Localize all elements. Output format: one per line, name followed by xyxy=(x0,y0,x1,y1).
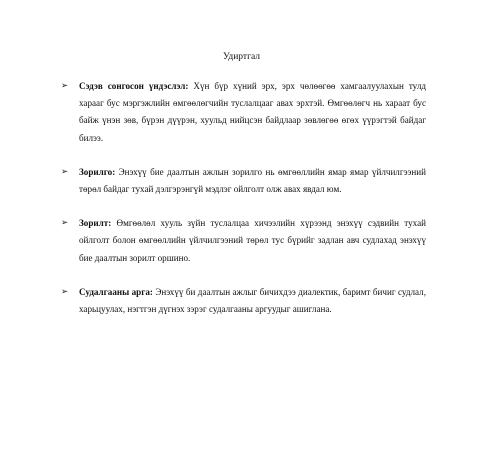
arrow-bullet-icon: ➢ xyxy=(61,81,69,91)
section-body: Хүн бүр хүний эрх, эрх чөлөөгөө хамгаалуулахын тулд харааг бус мэргэжлийн өмгөөлөгчийн туслалцааг авах эрхтэй. Өмгөөлөгч нь хараат бус байж үнэн зөв, бүрэн дүүрэн, хуульд нийцсэн байдлаар зөвлөгөө өгөх үүрэгтэй байдаг билээ. xyxy=(79,81,426,143)
section-body: Өмгөөлөл хууль зүйн туслалцаа хичээлийн хүрээнд энэхүү сэдвийн тухай ойлголт болон өмгөөллийн үйлчилгээний төрөл тус бүрийг задлан авч судлахад энэхүү бие даалтын зорилт оршино. xyxy=(79,218,426,263)
section-method xyxy=(60,284,426,318)
section-rationale xyxy=(60,78,426,147)
section-heading: Сэдэв сонгосон үндэслэл: xyxy=(79,81,189,91)
section-heading: Судалгааны арга: xyxy=(79,286,153,297)
section-body: Энэхүү би даалтын ажлыг бичихдээ диалектик, баримт бичиг судлал, харьцуулах, нэгтгэн дүгнэх зэрэг судалгааны аргуудыг ашиглана. xyxy=(79,286,426,315)
section-goal xyxy=(60,164,426,198)
section-heading: Зорилт: xyxy=(79,218,112,229)
document-title: Удиртгал xyxy=(222,52,261,62)
arrow-bullet-icon: ➢ xyxy=(61,166,69,177)
section-objective xyxy=(60,215,426,267)
section-list xyxy=(60,78,426,318)
section-body: Энэхүү бие даалтын ажлын зорилго нь өмгөөллийн ямар ямар үйлчилгээний төрөл байдаг тухай дэлгэрэнгүй мэдлэг ойлголт олж авах явдал юм. xyxy=(79,166,426,195)
arrow-bullet-icon: ➢ xyxy=(61,218,69,229)
section-heading: Зорилго: xyxy=(79,166,116,177)
arrow-bullet-icon: ➢ xyxy=(61,286,69,297)
